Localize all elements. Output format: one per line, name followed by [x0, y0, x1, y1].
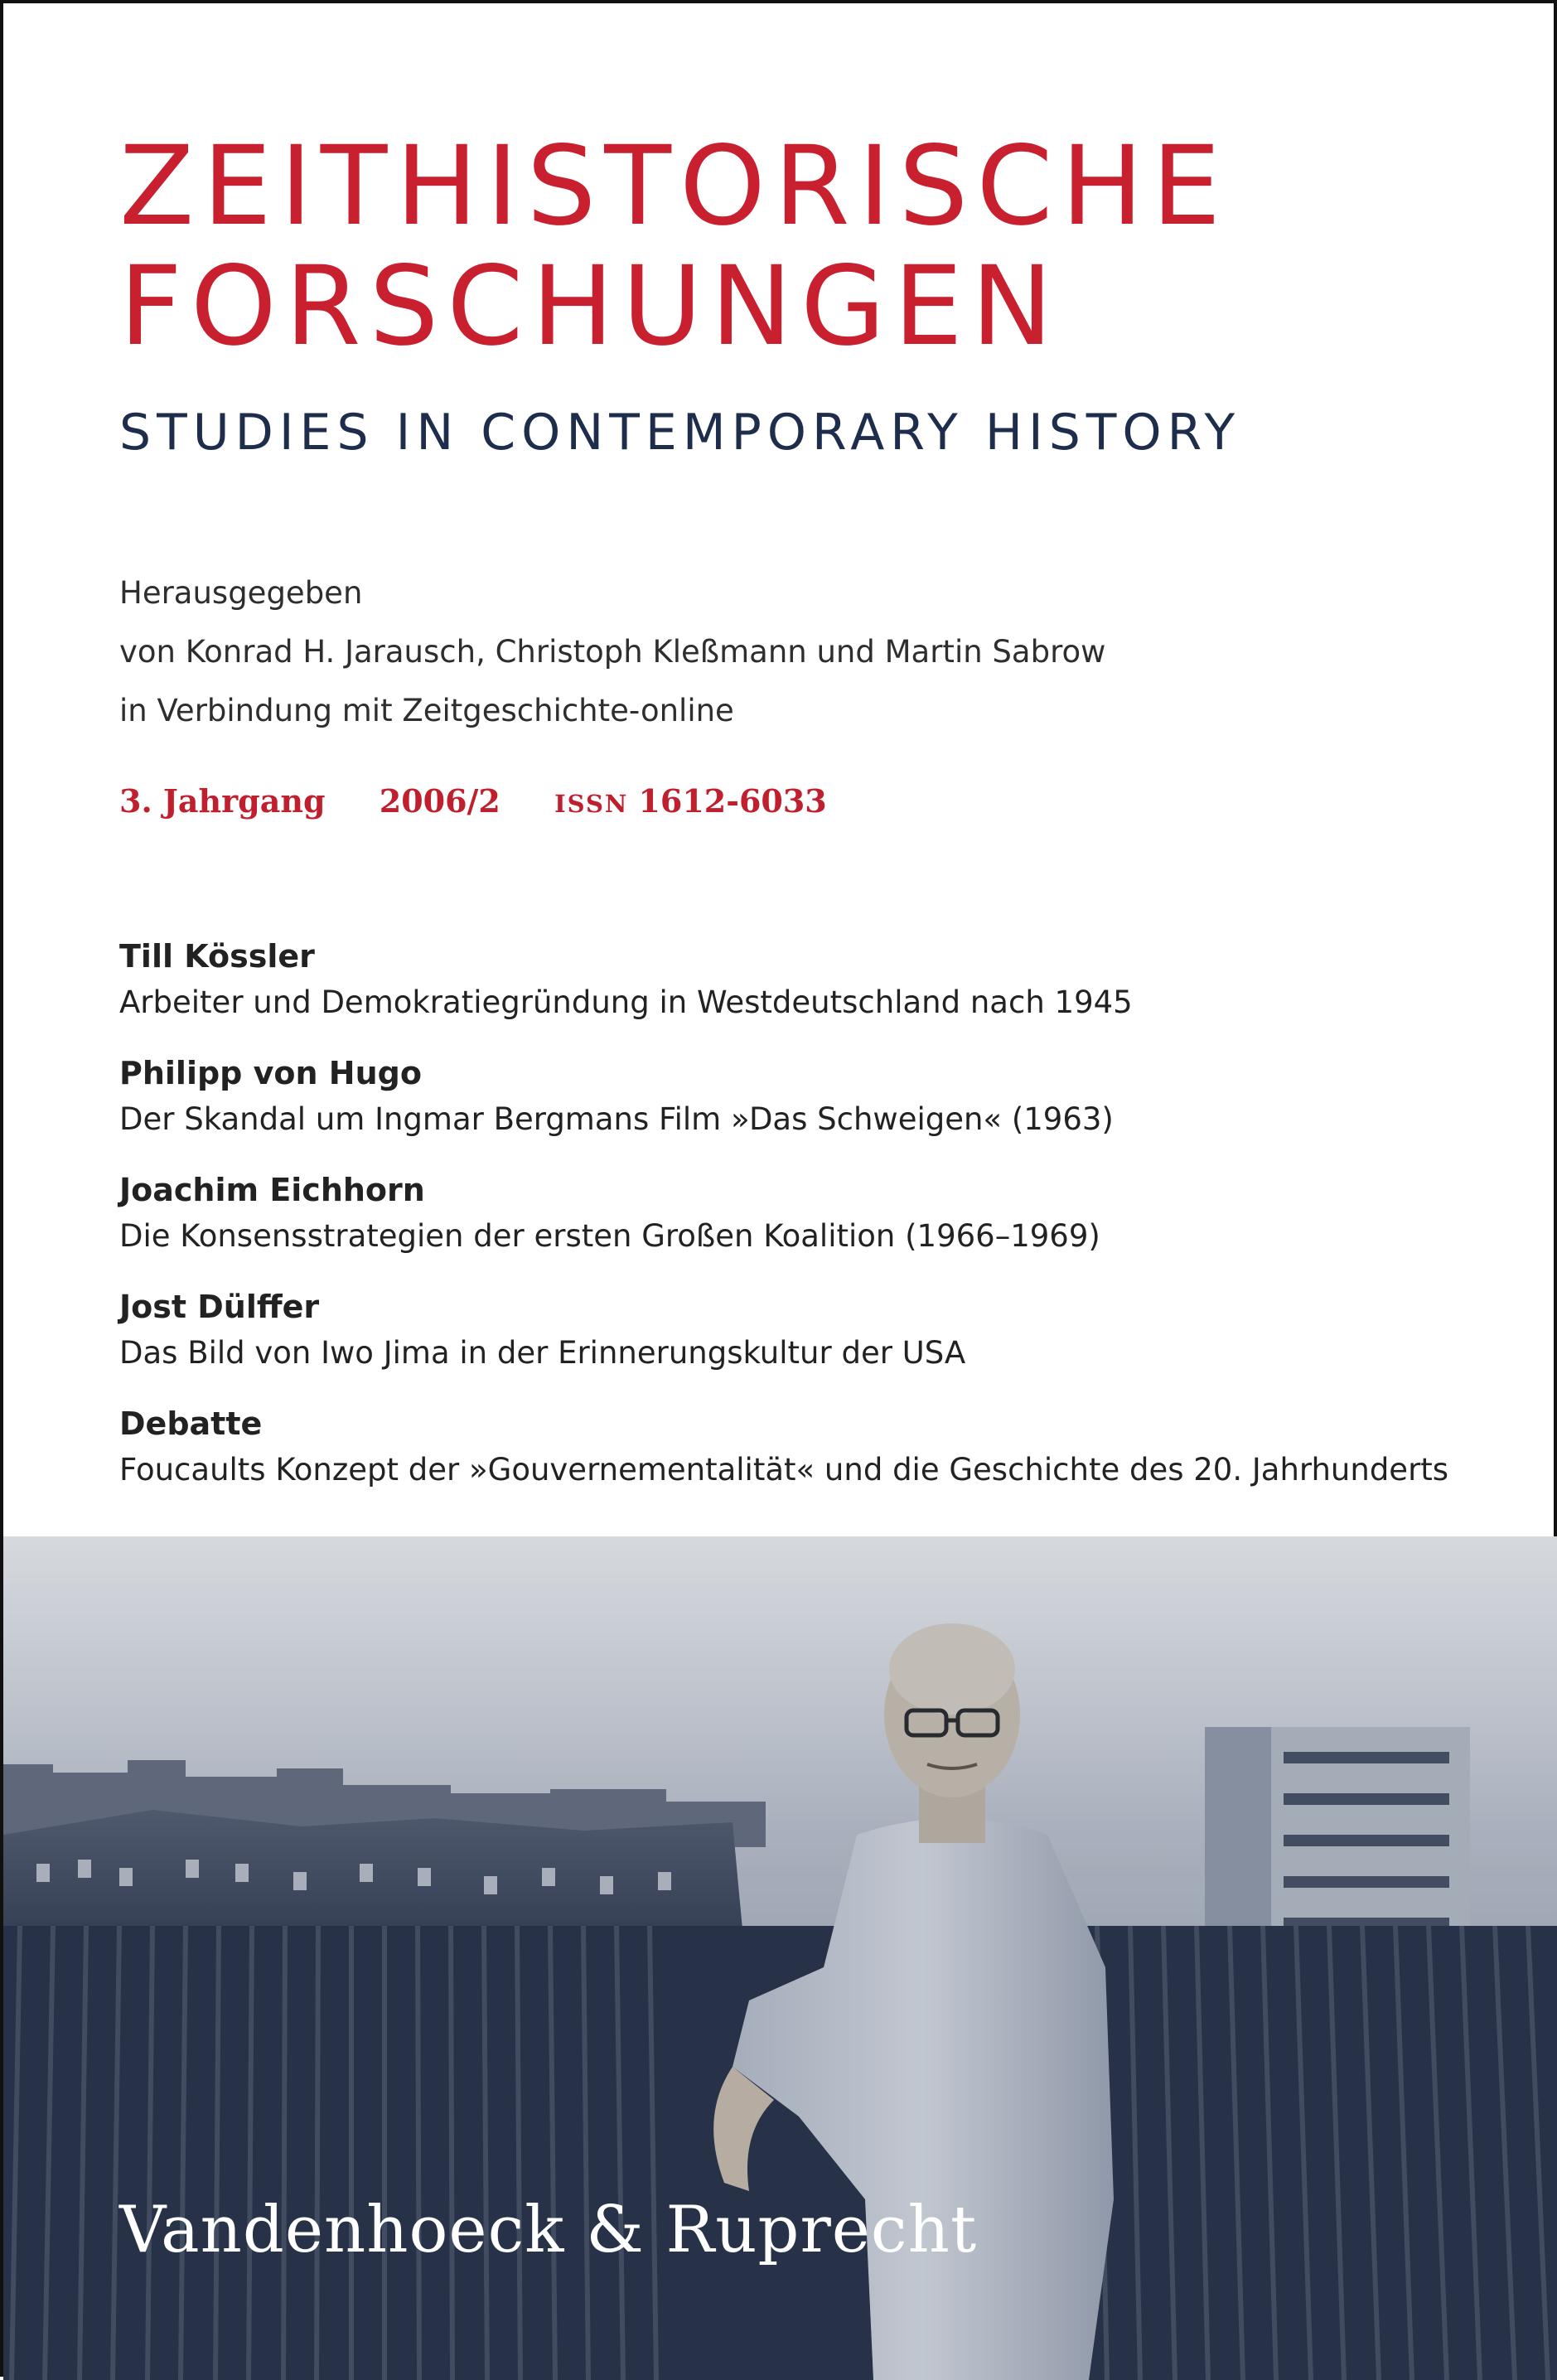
contents-entry	[119, 933, 1448, 1050]
journal-title-line-2: FORSCHUNGEN	[119, 243, 1061, 370]
entry-title: Das Bild von Iwo Jima in der Erinnerungskultur der USA	[119, 1335, 966, 1371]
journal-title-line-1: ZEITHISTORISCHE	[119, 123, 1230, 250]
entry-author: Till Kössler	[119, 938, 315, 975]
editors-line: in Verbindung mit Zeitgeschichte-online	[119, 693, 734, 728]
entry-title: Die Konsensstrategien der ersten Großen Koalition (1966–1969)	[119, 1218, 1100, 1254]
publisher-name: Vandenhoeck & Ruprecht	[119, 2193, 978, 2267]
contents-entry	[119, 1400, 1448, 1517]
entry-author: Jost Dülffer	[119, 1289, 320, 1325]
editors-line: von Konrad H. Jarausch, Christoph Kleßmann und Martin Sabrow	[119, 634, 1106, 670]
editors-block	[119, 564, 1105, 740]
journal-subtitle: STUDIES IN CONTEMPORARY HISTORY	[119, 404, 1241, 462]
entry-title: Der Skandal um Ingmar Bergmans Film »Das Schweigen« (1963)	[119, 1101, 1114, 1137]
issn-number: 1612-6033	[638, 782, 827, 820]
issue-info	[119, 782, 870, 820]
entry-title: Arbeiter und Demokratiegründung in Westdeutschland nach 1945	[119, 984, 1133, 1020]
entry-author: Debatte	[119, 1405, 263, 1442]
issue-number: 2006/2	[379, 782, 500, 820]
contents-entry	[119, 1284, 1448, 1400]
table-of-contents	[119, 933, 1448, 1517]
editors-line: Herausgegeben	[119, 575, 363, 611]
contents-entry	[119, 1167, 1448, 1284]
entry-author: Joachim Eichhorn	[119, 1172, 425, 1208]
issn-label: ISSN	[554, 790, 629, 818]
issue-volume: 3. Jahrgang	[119, 782, 326, 820]
entry-title: Foucaults Konzept der »Gouvernementalität« und die Geschichte des 20. Jahrhunderts	[119, 1452, 1449, 1488]
entry-author: Philipp von Hugo	[119, 1055, 422, 1091]
contents-entry	[119, 1050, 1448, 1167]
